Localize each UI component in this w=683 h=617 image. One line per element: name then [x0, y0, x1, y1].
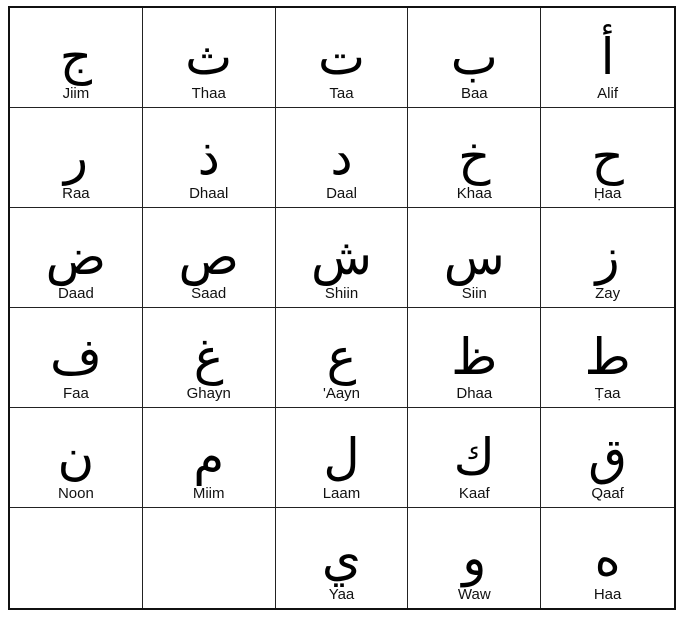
- letter-cell-25: [541, 408, 674, 508]
- letter-cell-30: [541, 508, 674, 608]
- letter-cell-11: [10, 208, 143, 308]
- letter-name: Raa: [62, 185, 90, 202]
- letter-name: Baa: [460, 85, 488, 102]
- letter-name: Saad: [191, 285, 227, 302]
- arabic-letter-glyph: ق: [588, 428, 627, 486]
- arabic-letter-glyph: ج: [59, 28, 93, 86]
- letter-name: 'Aayn: [322, 385, 361, 402]
- arabic-letter-glyph: ك: [453, 428, 495, 486]
- letter-cell-10: [541, 108, 674, 208]
- arabic-letter-glyph: ط: [584, 328, 631, 386]
- letter-cell-4: [408, 8, 541, 108]
- letter-cell-7: [143, 108, 276, 208]
- letter-name: Qaaf: [591, 485, 624, 502]
- letter-cell-29: [408, 508, 541, 608]
- arabic-letter-glyph: ف: [49, 328, 102, 386]
- letter-cell-17: [143, 308, 276, 408]
- letter-cell-18: [276, 308, 409, 408]
- letter-cell-15: [541, 208, 674, 308]
- letter-name: Jiim: [62, 85, 90, 102]
- letter-name: Haa: [593, 586, 622, 603]
- arabic-letter-glyph: أ: [600, 28, 615, 86]
- letter-name: Siin: [461, 285, 487, 302]
- letter-cell-14: [408, 208, 541, 308]
- letter-cell-23: [276, 408, 409, 508]
- arabic-letter-glyph: د: [330, 128, 353, 186]
- arabic-letter-glyph: ث: [185, 28, 233, 86]
- arabic-letter-glyph: و: [462, 529, 487, 587]
- letter-cell-5: [541, 8, 674, 108]
- arabic-letter-glyph: ز: [595, 228, 620, 286]
- letter-cell-19: [408, 308, 541, 408]
- letter-name: Zay: [595, 285, 621, 302]
- letter-name: Noon: [57, 485, 94, 502]
- arabic-letter-glyph: ص: [178, 228, 239, 286]
- arabic-letter-glyph: ه: [594, 529, 621, 587]
- letter-name: Kaaf: [458, 485, 490, 502]
- arabic-letter-glyph: ت: [317, 28, 366, 86]
- letter-name: Ghayn: [186, 385, 231, 402]
- letter-cell-16: [10, 308, 143, 408]
- letter-cell-20: [541, 308, 674, 408]
- arabic-letter-glyph: ي: [321, 529, 362, 587]
- arabic-letter-glyph: غ: [193, 328, 224, 386]
- arabic-letter-glyph: ل: [323, 428, 360, 486]
- arabic-letter-glyph: خ: [458, 128, 491, 186]
- letter-cell-24: [408, 408, 541, 508]
- arabic-alphabet-chart: [8, 6, 676, 610]
- arabic-letter-glyph: ب: [450, 28, 498, 86]
- letter-name: Shiin: [324, 285, 359, 302]
- letter-cell-3: [276, 8, 409, 108]
- letter-cell-12: [143, 208, 276, 308]
- letter-name: Ṭaa: [594, 385, 621, 402]
- letter-name: Faa: [62, 385, 89, 402]
- letter-name: Alif: [597, 85, 619, 102]
- letter-cell-8: [276, 108, 409, 208]
- arabic-letter-glyph: م: [193, 428, 225, 486]
- letter-cell-21: [10, 408, 143, 508]
- arabic-letter-glyph: ظ: [451, 328, 498, 386]
- letter-name: Daad: [57, 285, 94, 302]
- letter-cell-6: [10, 108, 143, 208]
- letter-name: Laam: [322, 485, 361, 502]
- arabic-letter-glyph: ر: [63, 128, 88, 186]
- letter-name: Miim: [192, 485, 225, 502]
- letter-cell-26: [10, 508, 143, 608]
- arabic-letter-glyph: س: [443, 228, 505, 286]
- arabic-letter-glyph: ذ: [197, 128, 220, 186]
- letter-name: Daal: [326, 185, 357, 202]
- letter-name: Taa: [329, 85, 354, 102]
- letter-cell-1: [10, 8, 143, 108]
- letter-name: Thaa: [191, 85, 226, 102]
- letter-cell-27: [143, 508, 276, 608]
- letter-name: Waw: [457, 586, 491, 603]
- letter-name: Khaa: [456, 185, 492, 202]
- letter-cell-28: [276, 508, 409, 608]
- arabic-letter-glyph: ع: [326, 328, 357, 386]
- letter-name: Dhaal: [189, 185, 229, 202]
- letter-cell-9: [408, 108, 541, 208]
- letter-cell-22: [143, 408, 276, 508]
- letter-name: Dhaa: [456, 385, 493, 402]
- arabic-letter-glyph: ض: [45, 228, 107, 286]
- letter-name: Yaa: [328, 586, 355, 603]
- arabic-letter-glyph: ن: [57, 428, 95, 486]
- letter-cell-2: [143, 8, 276, 108]
- letter-cell-13: [276, 208, 409, 308]
- letter-name: Ḥaa: [593, 185, 622, 202]
- arabic-letter-glyph: ح: [591, 128, 624, 186]
- arabic-letter-glyph: ش: [310, 228, 373, 286]
